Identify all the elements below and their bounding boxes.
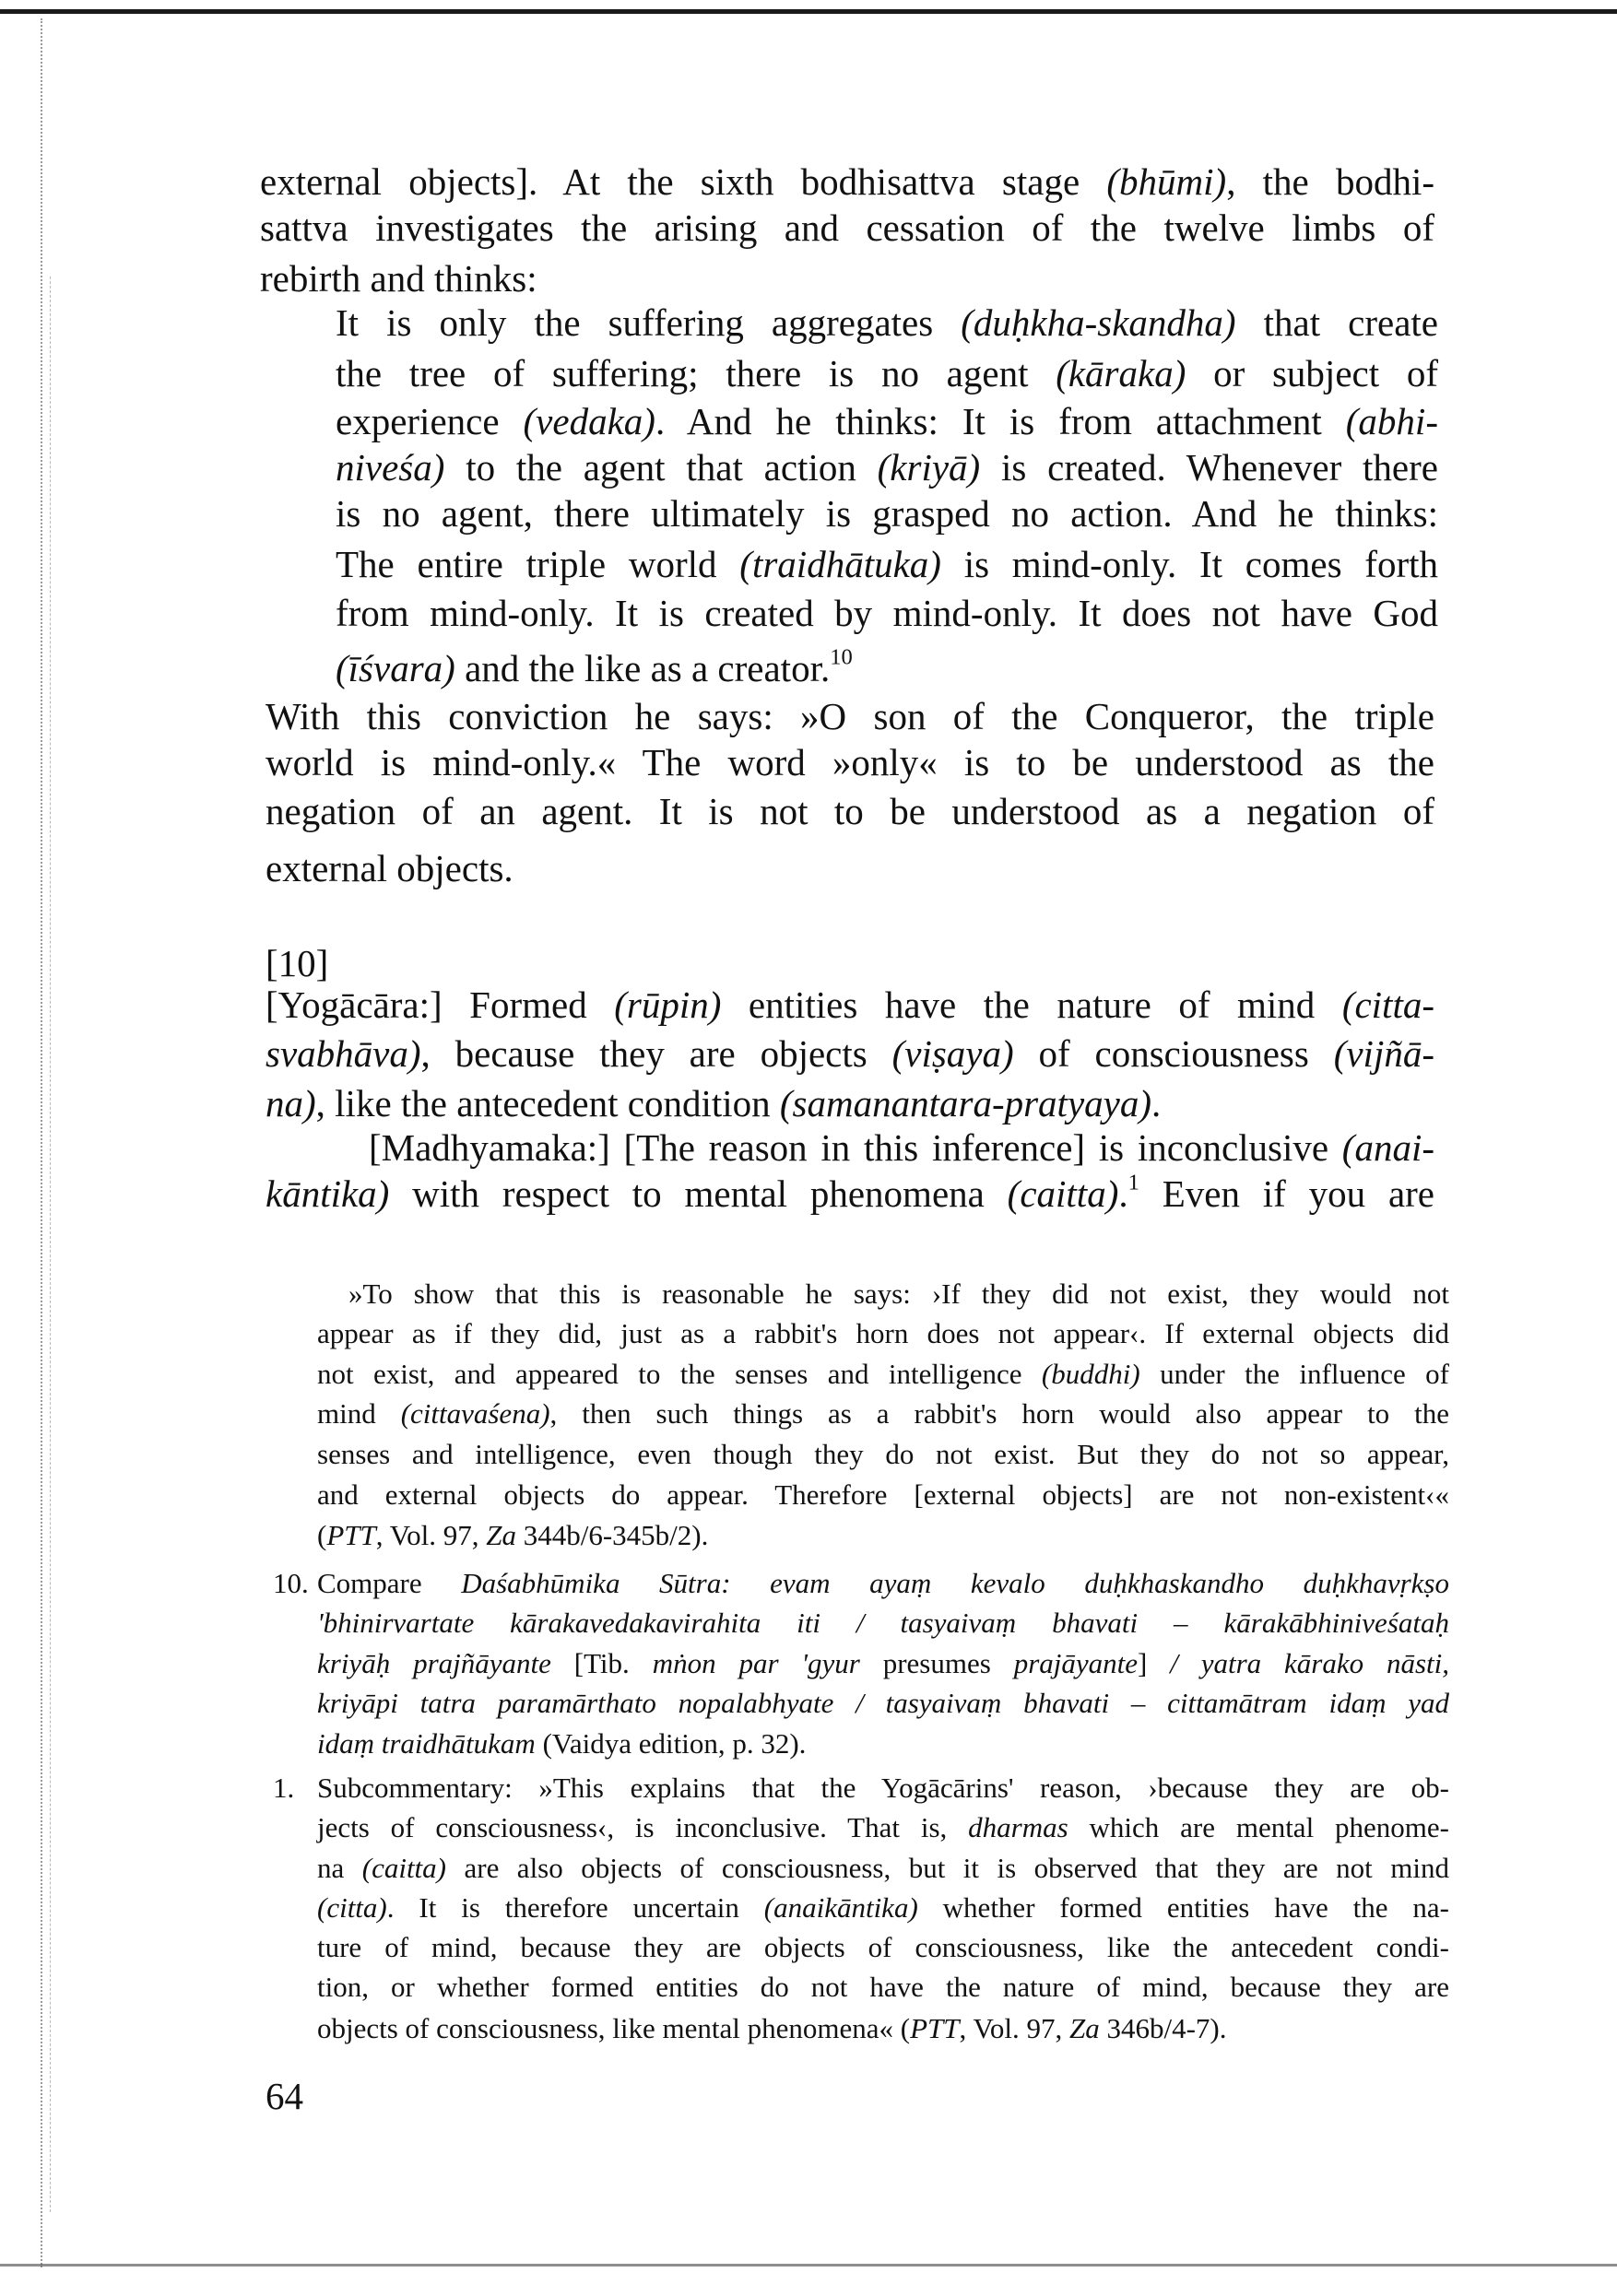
- italic-term: prajāyante: [1013, 1647, 1138, 1679]
- text-line: [266, 982, 1434, 1028]
- italic-term: 'bhinirvartate kārakavedakavirahita iti / tasyaivaṃ bhavati – kārakābhiniveśataḥ: [317, 1607, 1449, 1639]
- text-line: [266, 739, 1434, 785]
- footnote-number: 1.: [273, 1772, 295, 1804]
- text-line: [266, 1080, 1434, 1126]
- text-line: [336, 350, 1438, 396]
- footnote-line: [317, 1606, 1449, 1641]
- text-run: (: [317, 1519, 327, 1551]
- text-run: external objects.: [266, 847, 513, 889]
- section-number: [266, 940, 450, 986]
- footnote-ref[interactable]: 1: [1127, 1170, 1139, 1195]
- text-run: [Madhyamaka:] [The reason in this inference] is inconclusive: [369, 1126, 1342, 1169]
- footnote-line: [317, 1518, 1449, 1553]
- text-run: rebirth and thinks:: [260, 257, 537, 300]
- italic-term: kriyāḥ prajñāyante: [317, 1647, 551, 1679]
- text-line: [266, 788, 1434, 834]
- footnote-line: [317, 1396, 1449, 1431]
- italic-term: (samanantara-pratyaya): [779, 1082, 1151, 1124]
- italic-term: (rūpin): [614, 983, 722, 1026]
- text-run: world is mind-only.« The word »only« is to be understood as the: [266, 741, 1434, 783]
- text-run: and external objects do appear. Therefore [external objects] are not non-existent‹«: [317, 1478, 1449, 1511]
- italic-term: (kāraka): [1056, 352, 1186, 394]
- italic-term: kāntika): [266, 1172, 390, 1215]
- text-line: [260, 159, 1434, 205]
- text-run: objects of consciousness, like mental phenomena« (: [317, 2012, 911, 2044]
- italic-term: (vijñā-: [1333, 1032, 1434, 1075]
- text-line: [369, 1124, 1434, 1171]
- text-run: under the influence of: [1139, 1358, 1449, 1390]
- footnote-line: [317, 1357, 1449, 1392]
- footnote-line: [348, 1277, 1449, 1312]
- footnote-number: 10.: [273, 1567, 309, 1599]
- text-run: , like the antecedent condition: [315, 1082, 780, 1124]
- text-run: Even if you are: [1139, 1172, 1434, 1215]
- text-run: 346b/4-7).: [1099, 2012, 1227, 2044]
- italic-term: svabhāva): [266, 1032, 421, 1075]
- text-run: which are mental phenome-: [1068, 1811, 1449, 1843]
- text-run: , then such things as a rabbit's horn would also appear to the: [549, 1397, 1450, 1430]
- text-run: , because they are objects: [420, 1032, 892, 1075]
- text-run: .: [1118, 1172, 1128, 1215]
- italic-term: (traidhātuka): [739, 543, 941, 585]
- text-run: . It is therefore uncertain: [386, 1891, 764, 1924]
- italic-term: (abhi-: [1345, 400, 1438, 442]
- italic-term: (citta): [317, 1891, 387, 1924]
- text-run: »To show that this is reasonable he says: ›If they did not exist, they would not: [348, 1278, 1449, 1310]
- footnote-ref[interactable]: 10: [830, 644, 853, 670]
- text-run: is mind-only. It comes forth: [940, 543, 1438, 585]
- text-run: tion, or whether formed entities do not have the nature of mind, because they are: [317, 1971, 1449, 2003]
- text-run: appear as if they did, just as a rabbit's horn does not appear‹. If external objects did: [317, 1317, 1449, 1349]
- scan-margin-noise: [50, 277, 51, 2212]
- italic-term: niveśa): [336, 446, 445, 489]
- text-run: and the like as a creator.: [454, 647, 831, 689]
- footnote-line: [317, 1970, 1449, 2005]
- italic-term: mṅon par 'gyur: [652, 1647, 860, 1679]
- footnote-line: [317, 2011, 1449, 2046]
- italic-term: (anai-: [1341, 1126, 1434, 1169]
- text-run: na: [317, 1852, 362, 1884]
- footnote-line: [317, 1437, 1449, 1472]
- italic-term: (bhūmi): [1106, 160, 1227, 203]
- top-rule: [0, 9, 1617, 14]
- italic-term: / yatra kārako nāsti,: [1170, 1647, 1449, 1679]
- footnote-line: [317, 1686, 1449, 1721]
- italic-term: kriyāpi tatra paramārthato nopalabhyate / tasyaivaṃ bhavati – cittamātram idaṃ yad: [317, 1687, 1449, 1719]
- text-line: [336, 645, 1438, 691]
- footnote-line: [317, 1890, 1449, 1925]
- italic-term: Daśabhūmika Sūtra: evam ayaṃ kevalo duḥkhaskandho duḥkhavṛkṣo: [461, 1567, 1449, 1599]
- text-line: [266, 845, 1434, 891]
- text-line: [336, 541, 1438, 587]
- text-run: [10]: [266, 942, 329, 984]
- scan-margin-noise: [41, 18, 42, 2267]
- text-run: , Vol. 97,: [959, 2012, 1069, 2044]
- text-run: , Vol. 97,: [375, 1519, 487, 1551]
- text-run: mind: [317, 1397, 401, 1430]
- text-run: jects of consciousness‹, is inconclusive. That is,: [317, 1811, 969, 1843]
- italic-term: (viṣaya): [891, 1032, 1014, 1075]
- text-run: is no agent, there ultimately is grasped no action. And he thinks:: [336, 492, 1438, 535]
- text-run: or subject of: [1186, 352, 1438, 394]
- text-run: of consciousness: [1013, 1032, 1334, 1075]
- italic-term: PTT: [910, 2012, 960, 2044]
- footnote-line: [317, 1851, 1449, 1886]
- text-run: .: [1151, 1082, 1162, 1124]
- footnote-line: [317, 1478, 1449, 1513]
- italic-term: (vedaka): [523, 400, 655, 442]
- italic-term: (anaikāntika): [763, 1891, 918, 1924]
- text-run: The entire triple world: [336, 543, 740, 585]
- footnote-line: [317, 1771, 1449, 1806]
- text-run: experience: [336, 400, 524, 442]
- text-line: [260, 205, 1434, 251]
- italic-term: (citta-: [1341, 983, 1434, 1026]
- italic-term: (cittavaśena): [400, 1397, 550, 1430]
- text-run: are also objects of consciousness, but it is observed that they are not mind: [446, 1852, 1450, 1884]
- text-run: senses and intelligence, even though they do not exist. But they do not so appear,: [317, 1438, 1449, 1470]
- text-line: [336, 490, 1438, 536]
- text-run: that create: [1235, 301, 1438, 344]
- text-run: , the bodhi-: [1226, 160, 1434, 203]
- text-run: [Yogācāra:] Formed: [266, 983, 615, 1026]
- text-line: [336, 398, 1438, 444]
- text-run: (Vaidya edition, p. 32).: [535, 1727, 807, 1760]
- italic-term: (duḥkha-skandha): [961, 301, 1236, 344]
- text-line: [266, 693, 1434, 739]
- italic-term: Za: [486, 1519, 516, 1551]
- text-run: Compare: [317, 1567, 462, 1599]
- text-line: [260, 255, 1434, 301]
- text-run: not exist, and appeared to the senses and intelligence: [317, 1358, 1042, 1390]
- footnote-line: [317, 1930, 1449, 1965]
- text-run: presumes: [859, 1647, 1014, 1679]
- text-run: negation of an agent. It is not to be understood as a negation of: [266, 790, 1434, 832]
- page-number: 64: [266, 2075, 303, 2117]
- text-run: [Tib.: [550, 1647, 653, 1679]
- italic-term: PTT: [326, 1519, 376, 1551]
- text-run: ]: [1138, 1647, 1171, 1679]
- text-line: [266, 1171, 1434, 1217]
- text-line: [336, 590, 1438, 636]
- italic-term: Za: [1068, 2012, 1100, 2044]
- footnote-line: [317, 1566, 1449, 1601]
- italic-term: (caitta): [361, 1852, 446, 1884]
- footnote-line: [317, 1316, 1449, 1351]
- text-run: from mind-only. It is created by mind-only. It does not have God: [336, 592, 1438, 634]
- text-run: the tree of suffering; there is no agent: [336, 352, 1056, 394]
- text-run: sattva investigates the arising and cessation of the twelve limbs of: [260, 206, 1434, 249]
- text-run: to the agent that action: [444, 446, 878, 489]
- text-run: ture of mind, because they are objects of consciousness, like the antecedent condi-: [317, 1931, 1449, 1963]
- text-line: [266, 1030, 1434, 1077]
- italic-term: (kriyā): [877, 446, 981, 489]
- footnote-line: [317, 1810, 1449, 1845]
- text-run: external objects]. At the sixth bodhisattva stage: [260, 160, 1107, 203]
- italic-term: na): [266, 1082, 316, 1124]
- italic-term: idaṃ traidhātukam: [317, 1727, 536, 1760]
- italic-term: (caitta): [1007, 1172, 1119, 1215]
- italic-term: (īśvara): [336, 647, 455, 689]
- text-run: It is only the suffering aggregates: [336, 301, 962, 344]
- text-run: with respect to mental phenomena: [389, 1172, 1008, 1215]
- footnote-line: [317, 1726, 1449, 1761]
- text-line: [336, 444, 1438, 490]
- bottom-rule: [0, 2264, 1617, 2267]
- text-run: . And he thinks: It is from attachment: [655, 400, 1346, 442]
- text-run: 344b/6-345b/2).: [515, 1519, 709, 1551]
- text-run: Subcommentary: »This explains that the Yogācārins' reason, ›because they are ob-: [317, 1772, 1449, 1804]
- text-run: whether formed entities have the na-: [917, 1891, 1449, 1924]
- text-run: With this conviction he says: »O son of the Conqueror, the triple: [266, 695, 1434, 737]
- italic-term: (buddhi): [1041, 1358, 1140, 1390]
- text-line: [336, 300, 1438, 346]
- italic-term: dharmas: [968, 1811, 1068, 1843]
- text-run: entities have the nature of mind: [721, 983, 1342, 1026]
- text-run: is created. Whenever there: [980, 446, 1438, 489]
- footnote-line: [317, 1646, 1449, 1681]
